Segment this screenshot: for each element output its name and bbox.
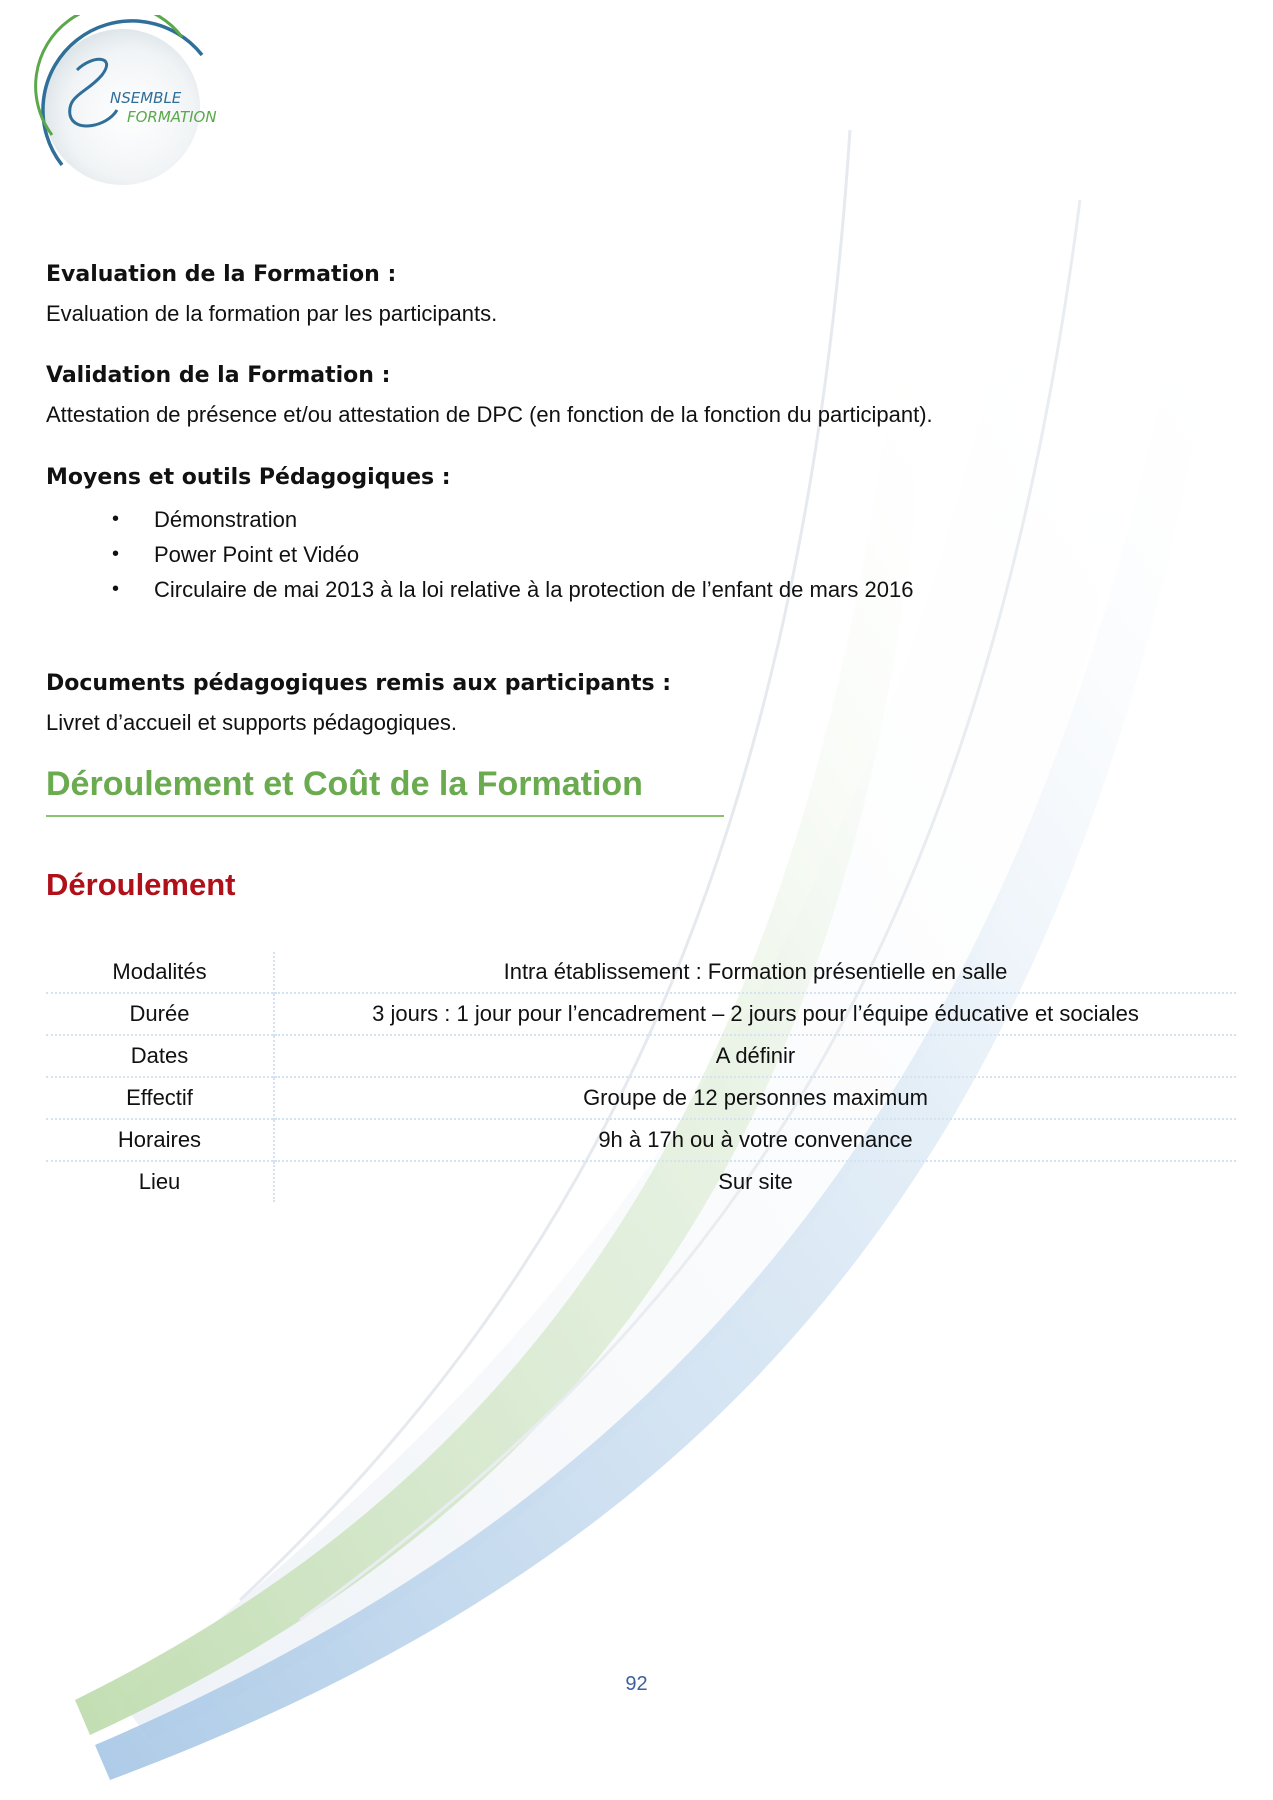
- deroulement-title: Déroulement: [46, 867, 236, 902]
- deroulement-table: [46, 952, 1236, 1202]
- list-item-text: Démonstration: [154, 507, 298, 532]
- page-number: 92: [625, 1673, 648, 1695]
- svg-text:FORMATION: FORMATION: [127, 108, 217, 126]
- list-item: • Démonstration: [112, 507, 298, 532]
- validation-text: Attestation de présence et/ou attestation de DPC (en fonction de la fonction du participant).: [46, 402, 933, 427]
- row-value: Intra établissement : Formation présentielle en salle: [503, 959, 1008, 984]
- row-label: Durée: [46, 993, 274, 1035]
- title-divider: [46, 815, 724, 817]
- list-item: • Power Point et Vidéo: [112, 542, 360, 567]
- row-value: Sur site: [718, 1169, 793, 1194]
- moyens-heading: Moyens et outils Pédagogiques :: [46, 465, 451, 490]
- moyens-list: [112, 502, 913, 607]
- validation-heading: Validation de la Formation :: [46, 363, 391, 388]
- list-item: • Circulaire de mai 2013 à la loi relative à la protection de l’enfant de mars 2016: [112, 577, 914, 602]
- table-row: [46, 1035, 1236, 1077]
- row-label: Horaires: [46, 1119, 274, 1161]
- row-value: Groupe de 12 personnes maximum: [583, 1085, 928, 1110]
- row-label: Modalités: [46, 952, 274, 993]
- row-value: A définir: [715, 1043, 796, 1068]
- table-row: [46, 952, 1236, 993]
- list-item-text: Power Point et Vidéo: [154, 542, 360, 567]
- svg-text:NSEMBLE: NSEMBLE: [110, 89, 182, 107]
- row-label: Lieu: [46, 1161, 274, 1202]
- row-label: Dates: [46, 1035, 274, 1077]
- list-item-text: Circulaire de mai 2013 à la loi relative à la protection de l’enfant de mars 2016: [154, 577, 914, 602]
- evaluation-heading: Evaluation de la Formation :: [46, 262, 397, 287]
- main-title: Déroulement et Coût de la Formation: [46, 765, 643, 803]
- row-value: 9h à 17h ou à votre convenance: [598, 1127, 913, 1152]
- documents-text: Livret d’accueil et supports pédagogiques.: [46, 710, 457, 735]
- row-label: Effectif: [46, 1077, 274, 1119]
- documents-heading: Documents pédagogiques remis aux participants :: [46, 671, 672, 696]
- table-row: [46, 993, 1236, 1035]
- table-row: [46, 1119, 1236, 1161]
- table-row: [46, 1161, 1236, 1202]
- table-row: [46, 1077, 1236, 1119]
- ensemble-formation-logo: [22, 15, 232, 195]
- row-value: 3 jours : 1 jour pour l’encadrement – 2 jours pour l’équipe éducative et sociales: [372, 1001, 1139, 1026]
- evaluation-text: Evaluation de la formation par les participants.: [46, 301, 498, 326]
